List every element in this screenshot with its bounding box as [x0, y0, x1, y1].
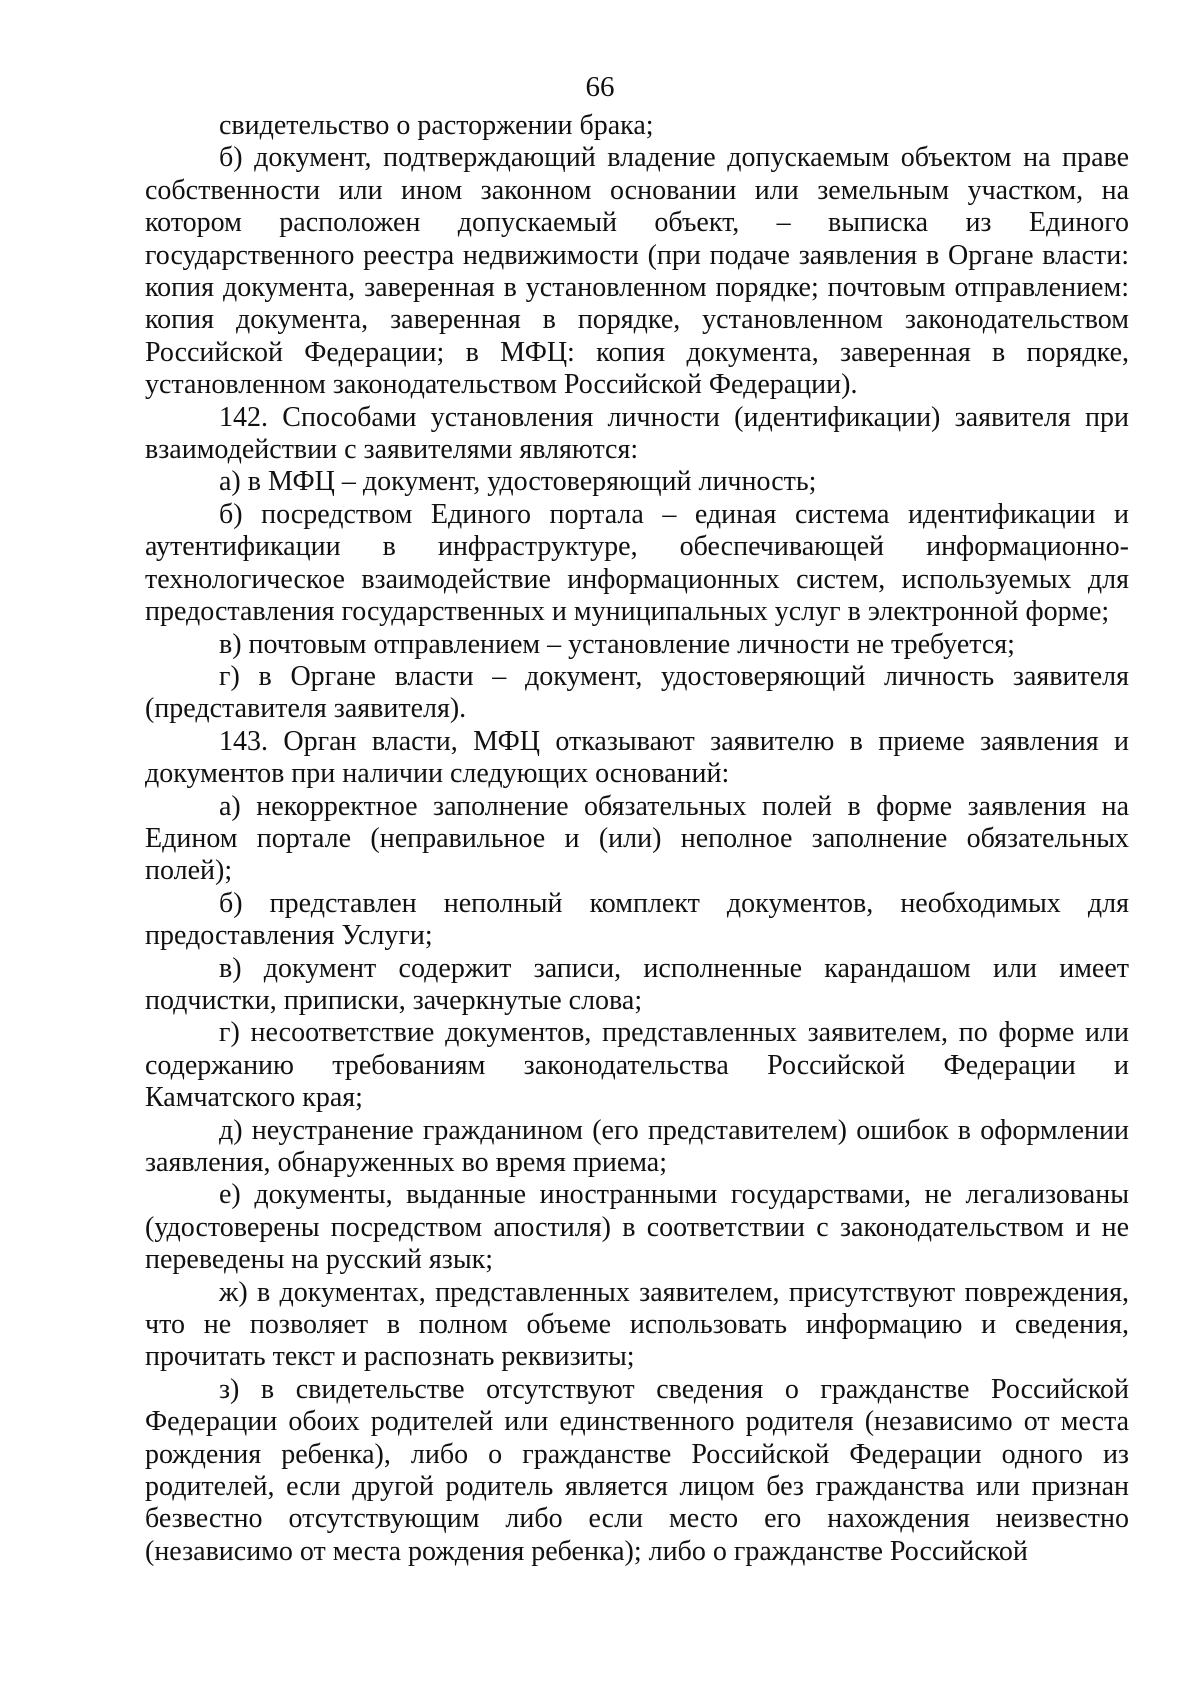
paragraph-143-a: а) некорректное заполнение обязательных полей в форме заявления на Едином портале (неправильное и (или) неполное заполнение обязательных полей); [145, 790, 1129, 887]
page-number: 66 [585, 71, 615, 103]
paragraph-142-v: в) почтовым отправлением – установление личности не требуется; [219, 628, 1015, 660]
paragraph-143-zh: ж) в документах, представленных заявителем, присутствуют повреждения, что не позволяет в полном объеме использовать информацию и сведения, прочитать текст и распознать реквизиты; [145, 1276, 1129, 1373]
paragraph-divorce-certificate: свидетельство о расторжении брака; [219, 110, 654, 141]
paragraph-143-v: в) документ содержит записи, исполненные карандашом или имеет подчистки, приписки, зачеркнутые слова; [145, 952, 1129, 1016]
paragraph-143-z: з) в свидетельстве отсутствуют сведения о гражданстве Российской Федерации обоих родителей или единственного родителя (независимо от места рождения ребенка), либо о гражданстве Российской Федерации одного из родителей, если другой родитель является лицом без гражданства или признан безвестно отсутствующим либо если место его нахождения неизвестно (независимо от места рождения ребенка); либо о гражданстве Российской [145, 1373, 1129, 1567]
paragraph-142-a: а) в МФЦ – документ, удостоверяющий личность; [219, 466, 817, 498]
paragraph-ownership-document: б) документ, подтверждающий владение допускаемым объектом на праве собственности или ином законном основании или земельным участком, на котором расположен допускаемый объект, – выписка из Единого государственного реестра недвижимости (при подаче заявления в Органе власти: копия документа, заверенная в установленном порядке; почтовым отправлением: копия документа, заверенная в порядке, установленном законодательством Российской Федерации; в МФЦ: копия документа, заверенная в порядке, установленном законодательством Российской Федерации). [145, 142, 1129, 401]
paragraph-143-intro: 143. Орган власти, МФЦ отказывают заявителю в приеме заявления и документов при наличии следующих оснований: [145, 725, 1129, 790]
paragraph-142-intro: 142. Способами установления личности (идентификации) заявителя при взаимодействии с заявителями являются: [145, 401, 1129, 466]
paragraph-142-b: б) посредством Единого портала – единая система идентификации и аутентификации в инфраструктуре, обеспечивающей информационно-технологическое взаимодействие информационных систем, используемых для предоставления государственных и муниципальных услуг в электронной форме; [145, 498, 1129, 628]
paragraph-143-d: д) неустранение гражданином (его представителем) ошибок в оформлении заявления, обнаруженных во время приема; [145, 1114, 1129, 1178]
paragraph-143-b: б) представлен неполный комплект документов, необходимых для предоставления Услуги; [145, 887, 1129, 952]
paragraph-143-g: г) несоответствие документов, представленных заявителем, по форме или содержанию требованиям законодательства Российской Федерации и Камчатского края; [145, 1017, 1129, 1114]
paragraph-143-e: е) документы, выданные иностранными государствами, не легализованы (удостоверены посредством апостиля) в соответствии с законодательством и не переведены на русский язык; [145, 1179, 1129, 1276]
paragraph-142-g: г) в Органе власти – документ, удостоверяющий личность заявителя (представителя заявителя). [145, 660, 1129, 725]
document-body [145, 110, 1129, 1568]
